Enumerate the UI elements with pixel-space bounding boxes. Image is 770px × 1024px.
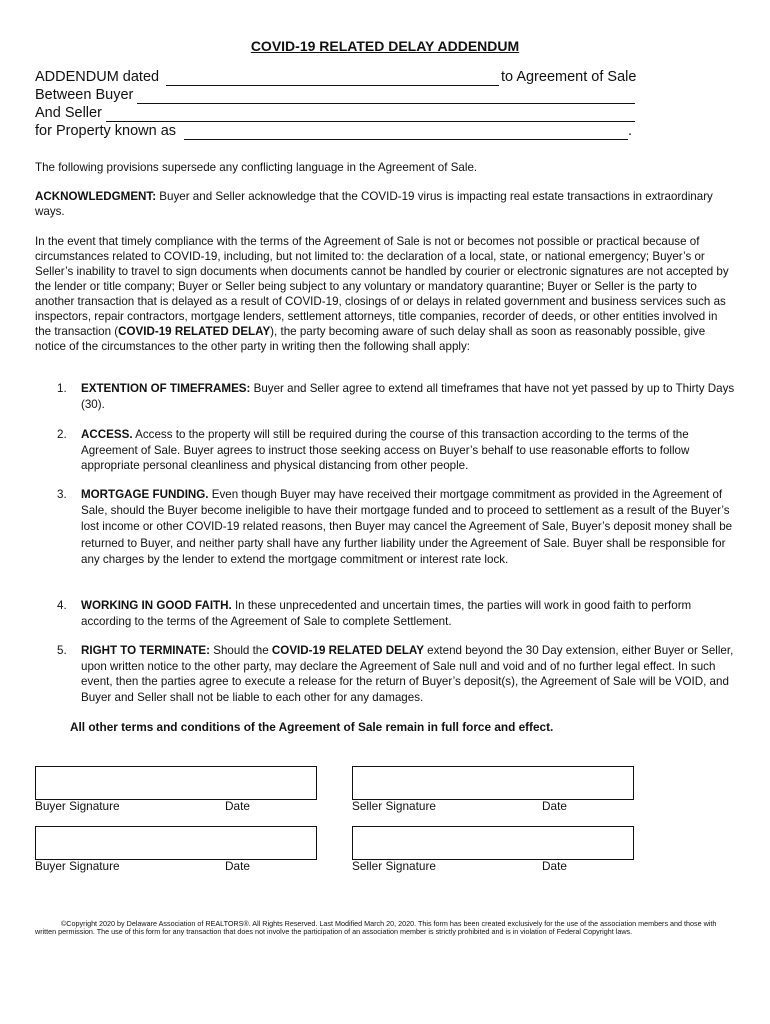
item-text-part1: Should the [210, 644, 272, 657]
covid-delay-term: COVID-19 RELATED DELAY [271, 644, 424, 657]
seller-date-label: Date [542, 799, 567, 813]
item-number: 1. [57, 382, 67, 395]
event-text-after: ), the party becoming aware of such delay shall as soon as reasonably possible, give notice of the circumstances to the other party in writing then the following shall apply: [35, 325, 706, 353]
item-number: 4. [57, 599, 67, 612]
item-number: 5. [57, 644, 67, 657]
buyer-signature-box-2[interactable] [35, 826, 317, 860]
item-number: 2. [57, 428, 67, 441]
seller-signature-box-1[interactable] [352, 766, 634, 800]
provision-item-1 [57, 381, 737, 412]
item-heading: MORTGAGE FUNDING. [81, 488, 209, 501]
item-text-part2: extend beyond the 30 Day extension, either Buyer or Seller, upon written notice to the other party, may declare the Agreement of Sale null and void and of no further legal effect. In such event, then the parties agree to execute a release for the return of Buyer’s deposit(s), the Agreement of Sale will be VOID, and Buyer and Seller shall not be liable to each other for any damages. [81, 644, 734, 704]
addendum-dated-label: ADDENDUM dated [35, 69, 160, 85]
event-text-before: In the event that timely compliance with the terms of the Agreement of Sale is not or becomes not possible or practical because of circumstances related to COVID-19, including, but not limited to: the declaration of a local, state, or national emergency; Buyer’s or Seller’s inability to travel to sign documents when documents cannot be handled by courier or electronic signatures are not accepted by the lender or title company; Buyer or Seller being subject to any voluntary or mandatory quarantine; Buyer or Seller is the party to another transaction that is delayed as a result of COVID-19, closings of or delays in related government and business services such as inspectors, repair contractors, mortgage lenders, settlement attorneys, title companies, recorder of deeds, or other entities involved in the transaction ( [35, 235, 729, 338]
seller-name-field[interactable] [106, 121, 635, 122]
seller-signature-label: Seller Signature [352, 799, 436, 813]
item-text: Access to the property will still be required during the course of this transaction according to the terms of the Agreement of Sale. Buyer agrees to instruct those seeking access on Buyer’s behalf to use reasonable efforts to follow appropriate personal cleanliness and physical distancing from other people. [81, 428, 690, 472]
buyer-signature-box-1[interactable] [35, 766, 317, 800]
item-heading: ACCESS. [81, 428, 133, 441]
intro-paragraph: The following provisions supersede any conflicting language in the Agreement of Sale. [35, 161, 478, 174]
buyer-date-label: Date [225, 799, 250, 813]
seller-date-label: Date [542, 859, 567, 873]
agreement-label: to Agreement of Sale [501, 69, 637, 85]
buyer-date-label: Date [225, 859, 250, 873]
document-title: COVID-19 RELATED DELAY ADDENDUM [250, 38, 520, 54]
property-period: . [628, 123, 633, 139]
between-buyer-label: Between Buyer [35, 87, 134, 103]
buyer-signature-label: Buyer Signature [35, 859, 120, 873]
buyer-signature-label: Buyer Signature [35, 799, 120, 813]
and-seller-label: And Seller [35, 105, 102, 121]
item-heading: WORKING IN GOOD FAITH. [81, 599, 232, 612]
item-text: Even though Buyer may have received their mortgage commitment as provided in the Agreement of Sale, should the Buyer become ineligible to have their mortgage funded and to proceed to settlement as a result of the Buyer’s lost income or other COVID-19 related reasons, then Buyer may cancel the Agreement of Sale, Buyer’s deposit money shall be returned to Buyer, and neither party shall have any further liability under the Agreement of Sale. Buyer shall be responsible for any charges by the lender to extend the mortgage commitment or interest rate lock. [81, 488, 733, 566]
property-label: for Property known as [35, 123, 177, 139]
acknowledgment-heading: ACKNOWLEDGMENT: [35, 190, 157, 203]
buyer-name-field[interactable] [137, 103, 635, 104]
covid-delay-term: COVID-19 RELATED DELAY [118, 325, 271, 338]
closing-statement: All other terms and conditions of the Agreement of Sale remain in full force and effect. [70, 720, 554, 734]
item-heading: EXTENTION OF TIMEFRAMES: [81, 382, 251, 395]
provision-item-5 [57, 643, 737, 705]
seller-signature-label: Seller Signature [352, 859, 436, 873]
item-number: 3. [57, 488, 67, 501]
addendum-date-field[interactable] [166, 85, 499, 86]
provision-item-2 [57, 427, 737, 474]
acknowledgment-text: Buyer and Seller acknowledge that the COVID-19 virus is impacting real estate transactions in extraordinary ways. [35, 190, 713, 218]
copyright-footer: ©Copyright 2020 by Delaware Association of REALTORS®. All Rights Reserved. Last Modified March 20, 2020. This form has been created exclusively for the use of the association members and those with written permission. The use of this form for any transaction that does not involve the participation of an association member is strictly prohibited and is in violation of Federal Copyright laws. [35, 919, 717, 936]
event-paragraph [35, 234, 735, 354]
item-heading: RIGHT TO TERMINATE: [81, 644, 211, 657]
item-text: Buyer and Seller agree to extend all timeframes that have not yet passed by up to Thirty Days (30). [81, 382, 735, 411]
provision-item-4 [57, 598, 737, 629]
provision-item-3 [57, 487, 737, 568]
seller-signature-box-2[interactable] [352, 826, 634, 860]
acknowledgment-paragraph [35, 189, 735, 219]
property-field[interactable] [184, 139, 628, 140]
item-text: In these unprecedented and uncertain times, the parties will work in good faith to perform according to the terms of the Agreement of Sale to complete Settlement. [81, 599, 692, 628]
